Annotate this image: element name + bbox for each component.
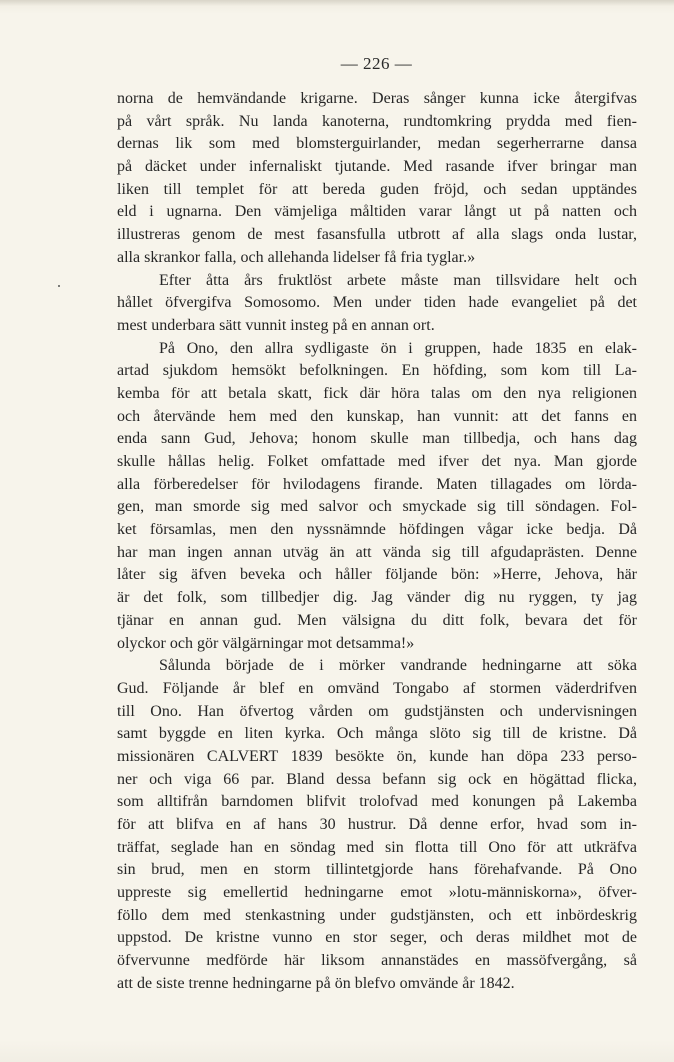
text-line: låter sig äfven beveka och håller följande bön: »Herre, Jehova, här (117, 566, 637, 584)
text-line: alla förberedelser för hvilodagens firande. Maten tillagades om lörda- (117, 475, 637, 493)
page-number: — 226 — (340, 54, 413, 73)
page-top-edge (0, 0, 674, 6)
text-line: Gud. Följande år blef en omvänd Tongabo af stormen väderdrifven (117, 679, 637, 697)
text-line: ket församlas, men den nyssnämnde höfdingen vågar icke bedja. Då (117, 521, 637, 539)
text-line: öfvervunne medförde här liksom annanstädes en massöfvergång, så (117, 952, 637, 970)
text-line: som alltifrån barndomen blifvit trolofvad med konungen på Lakemba (117, 793, 637, 811)
text-line: eld i ugnarna. Den vämjeliga måltiden varar långt ut på natten och (117, 203, 637, 221)
text-line: sin brud, men en storm tillintetgjorde hans förehafvande. På Ono (117, 861, 637, 879)
text-line: på vårt språk. Nu landa kanoterna, rundtomkring prydda med fien- (117, 112, 637, 130)
text-line: träffat, seglade han en söndag med sin flotta till Ono för att utkräfva (117, 838, 637, 856)
text-line: liken till templet för att bereda guden fröjd, och sedan upptändes (117, 180, 637, 198)
text-line: gen, man smorde sig med salvor och smyckade sig till söndagen. Fol- (117, 498, 637, 516)
text-line: har man ingen annan utväg än att vända sig till afgudaprästen. Denne (117, 543, 637, 561)
text-line: alla skrankor falla, och allehanda lidelser få fria tyglar.» (117, 248, 476, 266)
text-line: Efter åtta års fruktlöst arbete måste man tillsvidare helt och (159, 271, 637, 289)
text-line: uppreste sig emellertid hedningarne emot »lotu-människorna», öfver- (117, 884, 637, 902)
text-line: kemba för att betala skatt, fick där höra talas om den nya religionen (117, 384, 637, 402)
text-line: uppstod. De kristne vunno en stor seger, och deras mildhet mot de (117, 929, 637, 947)
text-line: dernas lik som med blomsterguirlander, medan segerherrarne dansa (117, 135, 637, 153)
text-line: för att blifva en af hans 30 hustrur. Då denne erfor, hvad som in- (117, 816, 637, 833)
text-line: ner och viga 66 par. Bland dessa befann sig ock en högättad flicka, (117, 770, 637, 788)
text-line: artad sjukdom hemsökt befolkningen. En höfding, som kom till La- (117, 362, 637, 380)
body-text (117, 88, 637, 996)
text-line: på däcket under infernaliskt tjutande. Med rasande ifver bringar man (117, 158, 637, 176)
text-line: missionären CALVERT 1839 besökte ön, kunde han döpa 233 perso- (117, 747, 637, 765)
text-line: mest underbara sätt vunnit insteg på en annan ort. (117, 316, 435, 334)
text-line: tjänar en annan gud. Men välsigna du ditt folk, bevara det för (117, 611, 637, 629)
text-line: olyckor och gör välgärningar mot detsamma!» (117, 634, 415, 652)
text-line: enda sann Gud, Jehova; honom skulle man tillbedja, och hans dag (117, 430, 637, 448)
text-line: norna de hemvändande krigarne. Deras sånger kunna icke återgifvas (117, 90, 637, 107)
text-line: föllo dem med stenkastning under gudstjänsten, och ett inbördeskrig (117, 906, 637, 924)
text-line: och återvände hem med den kunskap, han vunnit: att det fanns en (117, 407, 637, 425)
text-line: hållet öfvergifva Somosomo. Men under tiden hade evangeliet på det (117, 294, 637, 312)
ink-speck (58, 285, 60, 287)
text-line: skulle hållas helig. Folket omfattade med ifver det nya. Man gjorde (117, 453, 637, 470)
text-line: att de siste trenne hedningarne på ön blefvo omvände år 1842. (117, 974, 515, 992)
text-line: till Ono. Han öfvertog vården om gudstjänsten och undervisningen (117, 702, 637, 720)
text-line: är det folk, som tillbedjer dig. Jag vänder dig nu ryggen, ty jag (117, 589, 637, 607)
text-line: På Ono, den allra sydligaste ön i gruppen, hade 1835 en elak- (159, 339, 637, 357)
text-line: Sålunda började de i mörker vandrande hedningarne att söka (159, 657, 637, 675)
text-line: illustreras genom de mest fasansfulla utbrott af alla slags onda lustar, (117, 226, 637, 244)
text-line: samt byggde en liten kyrka. Och många slöto sig till de kristne. Då (117, 725, 637, 743)
